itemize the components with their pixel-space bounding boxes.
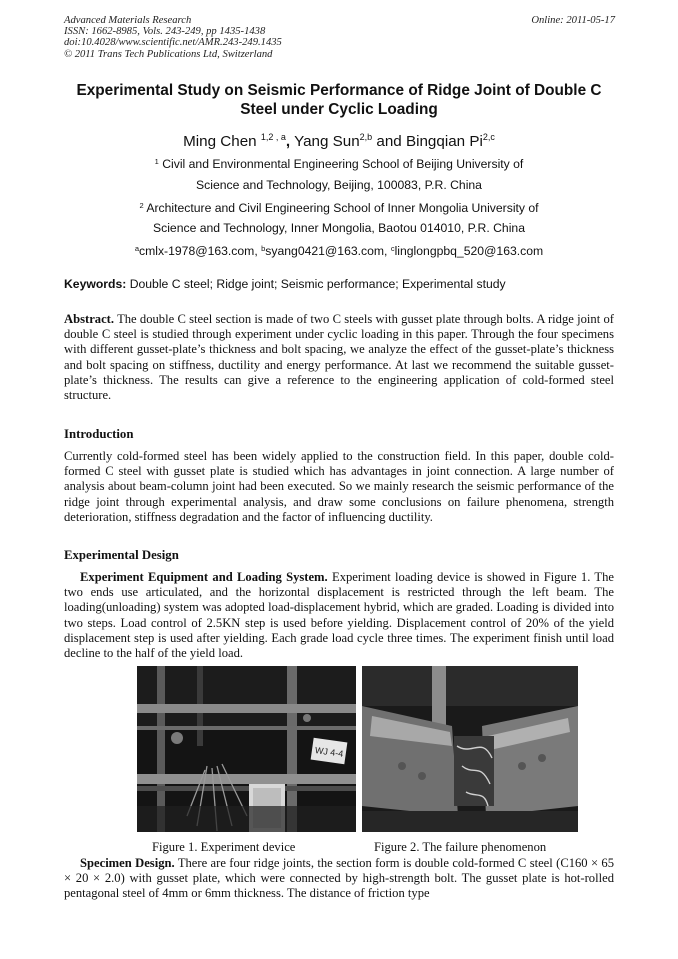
abstract: [64, 312, 614, 403]
author-superscript: 1,2 , a: [260, 132, 286, 142]
author-name: Bingqian Pi: [405, 133, 483, 150]
keywords: [64, 277, 614, 291]
keywords-label: Keywords:: [64, 277, 127, 291]
figure-1-image: [137, 666, 356, 832]
journal-issn: ISSN: 1662-8985, Vols. 243-249, pp 1435-1438: [64, 26, 266, 38]
paper-title: Experimental Study on Seismic Performance of Ridge Joint of Double C Steel under Cyclic Loading: [76, 82, 602, 118]
author-superscript: 2,c: [482, 132, 495, 142]
affiliation-2-cont: Science and Technology, Inner Mongolia, Baotou 014010, P.R. China: [153, 221, 525, 235]
author-superscript: 2,b: [359, 132, 373, 142]
author-name: Ming Chen: [183, 133, 257, 150]
email-link[interactable]: syang0421@163.com,: [265, 244, 388, 258]
section-heading-introduction: Introduction: [64, 427, 134, 441]
journal-doi[interactable]: doi:10.4028/www.scientific.net/AMR.243-249.1435: [64, 37, 282, 49]
author-emails: $^a$cmlx-1978@163.com, $^b$syang0421@163.com, $^c$linglongpbq_520@163.com: [134, 244, 544, 258]
email-link[interactable]: cmlx-1978@163.com,: [139, 244, 258, 258]
figure-2-caption: Figure 2. The failure phenomenon: [374, 840, 547, 854]
affiliation-1-cont: Science and Technology, Beijing, 100083, P.R. China: [196, 178, 482, 192]
figure-2-image: [362, 666, 578, 832]
journal-header: [64, 15, 282, 60]
affiliation-1: $^1$ Civil and Environmental Engineering School of Beijing University of: [154, 157, 524, 171]
affiliation-2: $^2$ Architecture and Civil Engineering School of Inner Mongolia University of: [139, 201, 539, 215]
keywords-text: Double C steel; Ridge joint; Seismic performance; Experimental study: [129, 277, 506, 291]
specimen-label-text: WJ 4-4: [314, 745, 344, 759]
introduction-text: Currently cold-formed steel has been widely applied to the construction field. In this paper, double cold-formed C steel with gusset plate is studied which has advantages in joint connection. A large number of analysis about beam-column joint had been executed. So we mainly research the seismic performance of the ridge joint through experimental analysis, and draw some conclusions on failure phenomena, strength deterioration, stiffness degradation and the factor of influencing ductility.: [64, 449, 614, 524]
online-date: Online: 2011-05-17: [531, 15, 615, 26]
experiment-equipment-paragraph: Experiment Equipment and Loading System. Experiment loading device is showed in Figure 1. The two ends use articulated, and the horizontal displacement is restricted through the left beam. The loading(unloading) system was adopted load-displacement hybrid, which are graded. Loading is divided into two steps. Load control of 2.5KN step is used before yielding. Displacement control of 20% of the yield displacement step is used after yielding. Each grade load cycle three times. The experiment finish until load decline to the half of the yield load.: [64, 570, 614, 661]
figure-1-caption: Figure 1. Experiment device: [152, 840, 296, 854]
journal-copyright: © 2011 Trans Tech Publications Ltd, Switzerland: [64, 48, 273, 60]
email-link[interactable]: linglongpbq_520@163.com: [394, 244, 544, 258]
author-list: Ming Chen $^{1,2 , a}$, Yang Sun$^{2,b}$ and Bingqian Pi$^{2,c}$: [183, 132, 495, 150]
journal-name: Advanced Materials Research: [64, 15, 192, 26]
specimen-design-paragraph: Specimen Design. There are four ridge joints, the section form is double cold-formed C steel (C160 × 65 × 20 × 2.0) with gusset plate, which were connected by high-strength bolt. The gusset plate is hot-rolled pentagonal steel of 4mm or 6mm thickness. The distance of friction type: [64, 856, 615, 901]
abstract-label: Abstract.: [64, 312, 115, 326]
section-heading-experimental-design: Experimental Design: [64, 548, 179, 562]
author-name: Yang Sun: [294, 133, 360, 150]
abstract-text: The double C steel section is made of two C steels with gusset plate through bolts. A ridge joint of double C steel is studied through experiment under cyclic loading in this paper. Through the four specimens with different gusset-plate’s thickness and bolt spacing, we analyze the effect of the gusset-plate’s thickness and bolt spacing on stiffness, ductility and energy performance. At last we recommend the suitable gusset-plate’s thickness. The results can give a reference to the engineering application of cold-formed steel structure.: [64, 312, 614, 403]
subsection-label: Specimen Design.: [80, 856, 175, 870]
subsection-label: Experiment Equipment and Loading System.: [80, 570, 328, 584]
